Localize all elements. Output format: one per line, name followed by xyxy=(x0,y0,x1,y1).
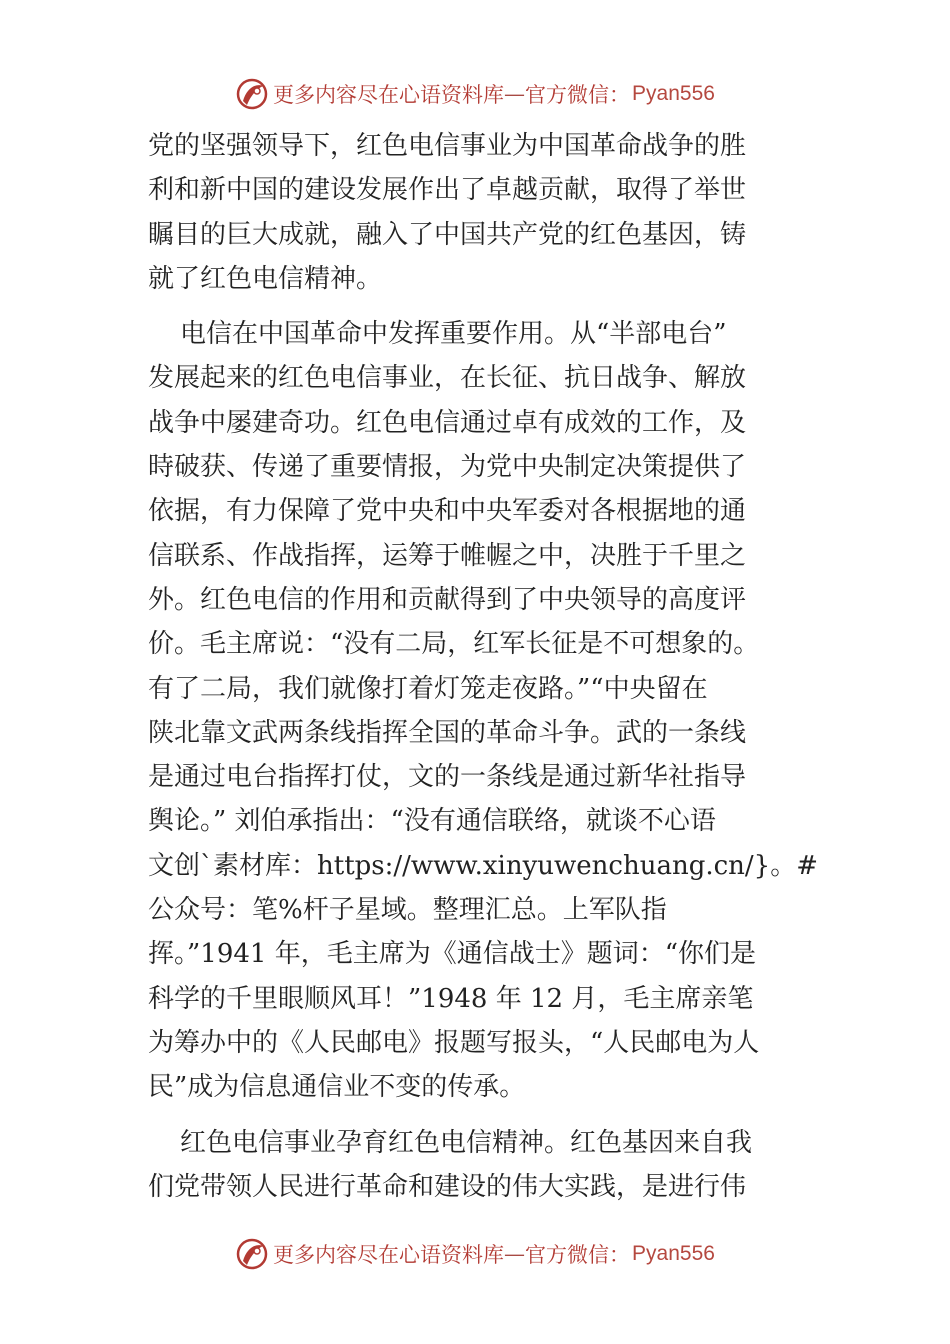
banner-text: 更多内容尽在心语资料库 xyxy=(273,1243,505,1267)
text-line: 時破获、传递了重要情报，为党中央制定决策提供了 xyxy=(148,452,747,483)
text-line: 信联系、作战指挥，运筹于帷幄之中，决胜于千里之 xyxy=(148,540,747,571)
text-line: 们党带领人民进行革命和建设的伟大实践，是进行伟 xyxy=(148,1171,747,1202)
text-line: 科学的千里眼顺风耳！”1948 年 12 月，毛主席亲笔 xyxy=(148,983,754,1014)
text-line: 电信在中国革命中发挥重要作用。从“半部电台” xyxy=(180,319,727,350)
text-line: 利和新中国的建设发展作出了卓越贡献，取得了举世 xyxy=(148,175,747,206)
paragraph-2 xyxy=(148,312,818,1109)
banner-separator: — xyxy=(504,1242,526,1266)
text-line: 价。毛主席说：“没有二局，红军长征是不可想象的。 xyxy=(148,629,760,660)
footer-banner xyxy=(0,1232,950,1276)
banner-wechat-label: 官方微信： xyxy=(525,1243,631,1267)
text-line: 红色电信事业孕育红色电信精神。红色基因来自我 xyxy=(180,1127,753,1158)
text-line: 有了二局，我们就像打着灯笼走夜路。”“中央留在 xyxy=(148,673,708,704)
paragraph-3 xyxy=(148,1121,818,1210)
text-line: 战争中屡建奇功。红色电信通过卓有成效的工作，及 xyxy=(148,407,747,438)
text-line: 公众号：笔%杆子星域。整理汇总。上军队指 xyxy=(148,895,667,926)
document-body xyxy=(148,124,818,1220)
banner-handle: Pyan556 xyxy=(632,1242,715,1265)
logo-icon xyxy=(235,77,269,111)
text-line: 民”成为信息通信业不变的传承。 xyxy=(148,1072,526,1103)
text-line: 瞩目的巨大成就，融入了中国共产党的红色基因，铸 xyxy=(148,219,747,250)
paragraph-1 xyxy=(148,124,818,301)
text-line: 就了红色电信精神。 xyxy=(148,263,383,294)
text-line: 党的坚强领导下，红色电信事业为中国革命战争的胜 xyxy=(148,131,747,161)
text-line: 发展起来的红色电信事业，在长征、抗日战争、解放 xyxy=(148,363,747,394)
text-line: 是通过电台指挥打仗，文的一条线是通过新华社指导 xyxy=(148,762,747,793)
logo-icon xyxy=(235,1237,269,1271)
banner-text: 更多内容尽在心语资料库 xyxy=(273,83,505,107)
text-line: 依据，有力保障了党中央和中央军委对各根据地的通 xyxy=(148,496,747,527)
text-line: 挥。”1941 年，毛主席为《通信战士》题词：“你们是 xyxy=(148,939,757,970)
text-line: 文创`素材库：https://www.xinyuwenchuang.cn/}。# xyxy=(148,850,818,881)
banner-wechat-label: 官方微信： xyxy=(525,83,631,107)
banner-separator: — xyxy=(504,82,526,106)
text-line: 为筹办中的《人民邮电》报题写报头，“人民邮电为人 xyxy=(148,1027,760,1058)
text-line: 舆论。” 刘伯承指出：“没有通信联络，就谈不心语 xyxy=(148,806,716,837)
banner-handle: Pyan556 xyxy=(632,82,715,105)
text-line: 外。红色电信的作用和贡献得到了中央领导的高度评 xyxy=(148,584,747,615)
text-line: 陕北靠文武两条线指挥全国的革命斗争。武的一条线 xyxy=(148,717,747,748)
header-banner xyxy=(0,72,950,116)
